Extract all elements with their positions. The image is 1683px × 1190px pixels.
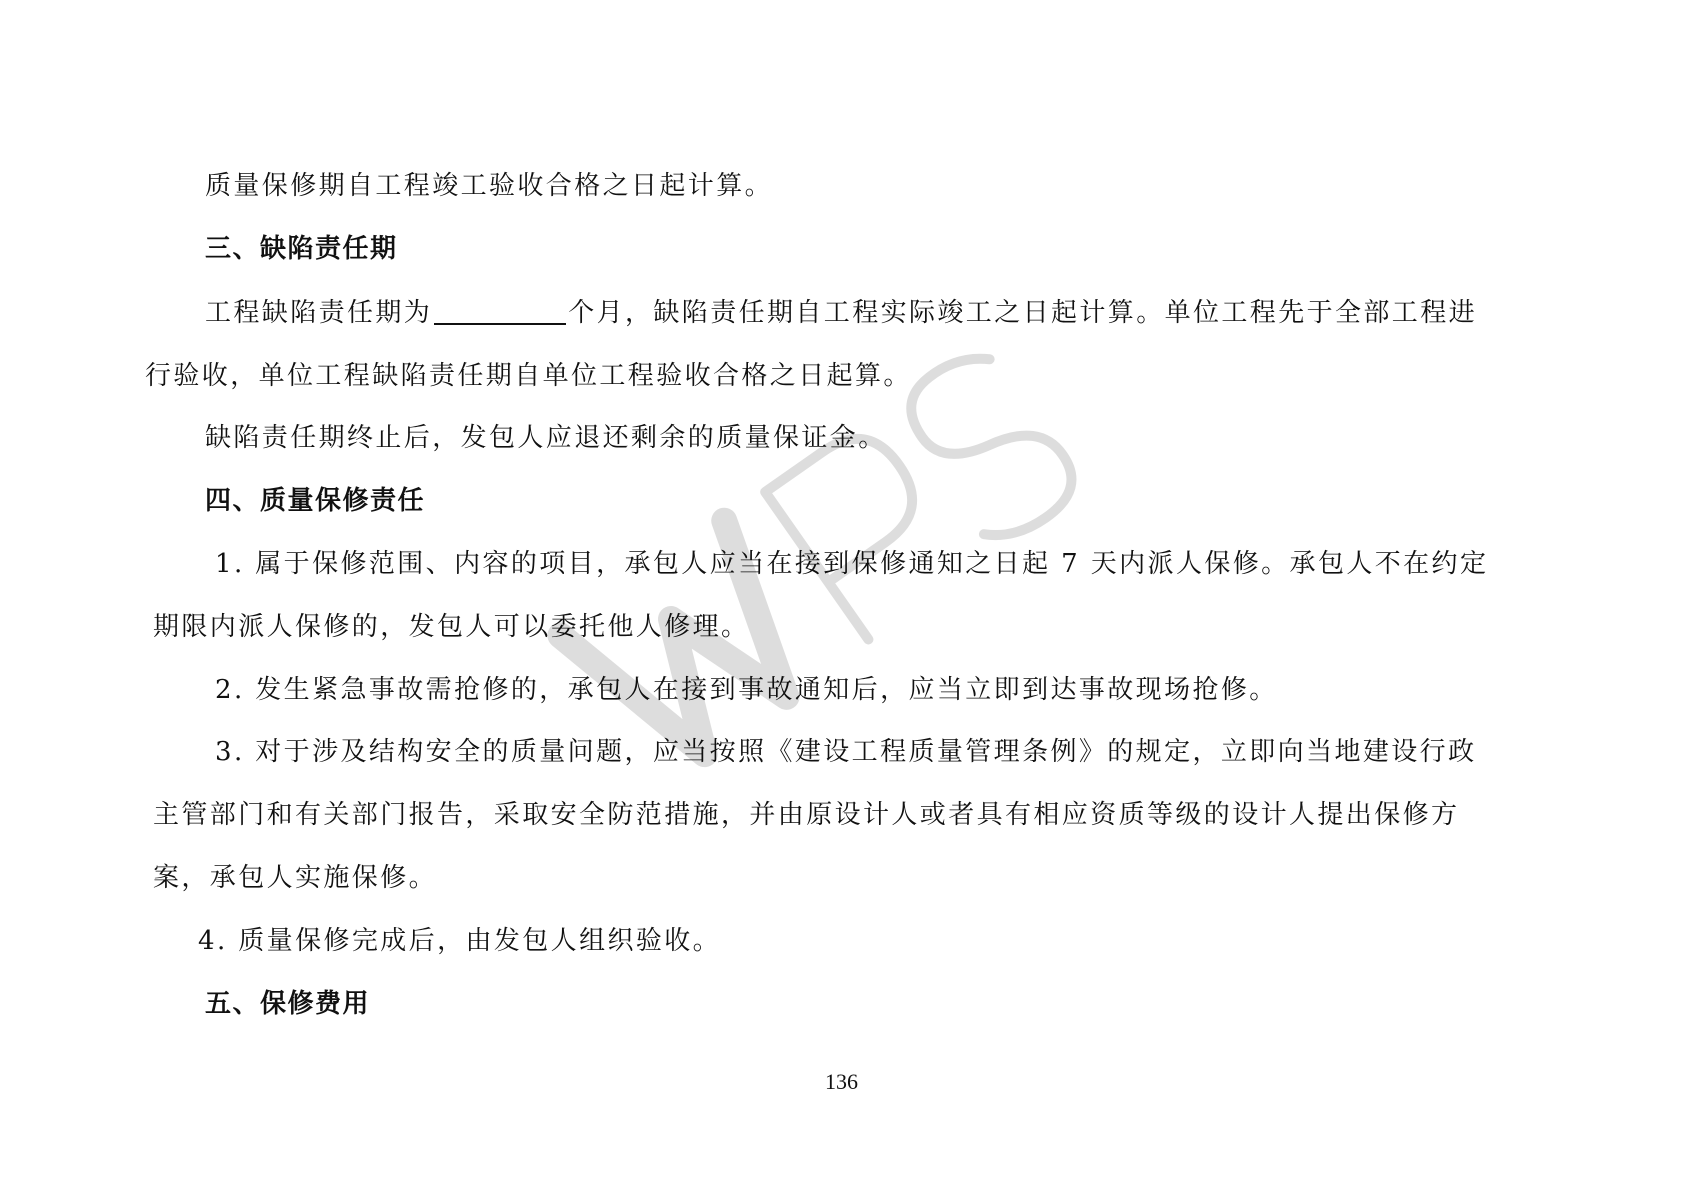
paragraph-line: 缺陷责任期终止后，发包人应退还剩余的质量保证金。 — [205, 423, 887, 453]
fill-in-blank — [434, 297, 566, 325]
paragraph-line: 主管部门和有关部门报告，采取安全防范措施，并由原设计人或者具有相应资质等级的设计人提出保修方 — [153, 800, 1460, 830]
list-item-2: 2. 发生紧急事故需抢修的，承包人在接到事故通知后，应当立即到达事故现场抢修。 — [215, 675, 1278, 705]
list-item-1: 1. 属于保修范围、内容的项目，承包人应当在接到保修通知之日起 7 天内派人保修。承包人不在约定 — [215, 549, 1489, 579]
list-item-3: 3. 对于涉及结构安全的质量问题，应当按照《建设工程质量管理条例》的规定，立即向当地建设行政 — [215, 737, 1477, 767]
paragraph-line: 质量保修期自工程竣工验收合格之日起计算。 — [205, 171, 774, 201]
text-before-blank: 工程缺陷责任期为 — [205, 298, 433, 328]
paragraph-line: 行验收，单位工程缺陷责任期自单位工程验收合格之日起算。 — [145, 361, 912, 391]
page-number: 136 — [825, 1069, 858, 1094]
list-item-4: 4. 质量保修完成后，由发包人组织验收。 — [198, 926, 722, 956]
section-heading-5: 五、保修费用 — [205, 989, 371, 1019]
paragraph-line — [205, 296, 1477, 330]
paragraph-line: 期限内派人保修的，发包人可以委托他人修理。 — [153, 612, 750, 642]
section-heading-4: 四、质量保修责任 — [205, 486, 426, 516]
text-after-blank: 个月，缺陷责任期自工程实际竣工之日起计算。单位工程先于全部工程进 — [568, 298, 1478, 328]
section-heading-3: 三、缺陷责任期 — [205, 234, 398, 264]
paragraph-line: 案，承包人实施保修。 — [153, 863, 438, 893]
